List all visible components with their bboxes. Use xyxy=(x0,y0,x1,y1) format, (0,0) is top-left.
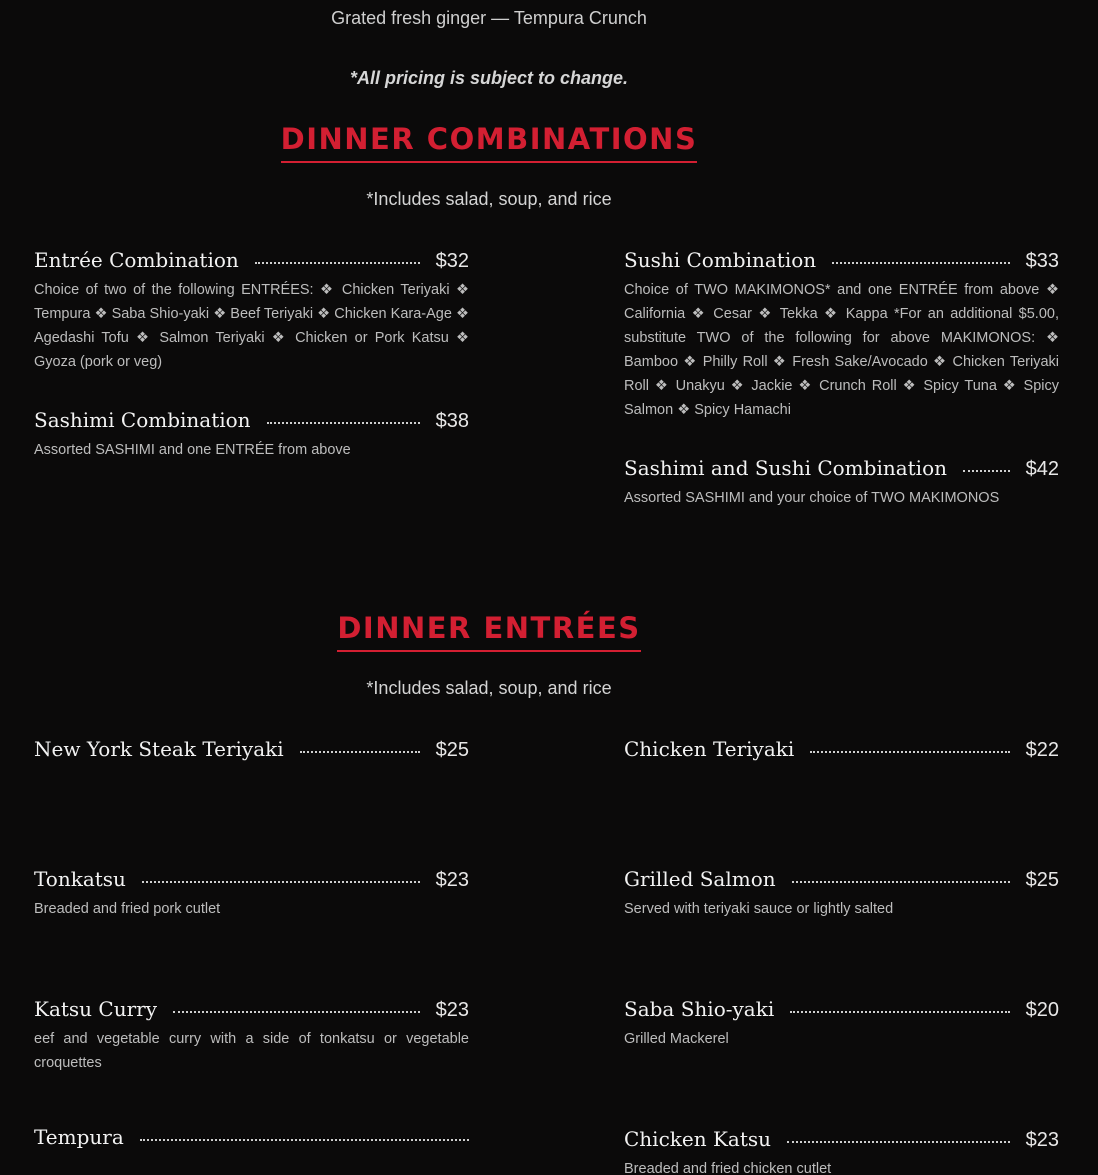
item-name: Tonkatsu xyxy=(34,867,126,891)
menu-item-chicken-teriyaki xyxy=(624,737,1059,767)
item-price: $25 xyxy=(1025,869,1059,891)
item-description: Breaded and fried pork cutlet xyxy=(34,901,221,917)
menu-item-katsu-curry xyxy=(34,997,469,1075)
menu-item-saba-shio-yaki xyxy=(624,997,1059,1051)
item-name: Katsu Curry xyxy=(34,997,158,1021)
item-price: $33 xyxy=(1025,250,1059,272)
menu-item-sashimi-combination xyxy=(34,408,469,462)
item-description: Assorted SASHIMI and one ENTRÉE from above xyxy=(34,442,351,458)
dot-leader xyxy=(832,262,1009,264)
item-price: $23 xyxy=(435,869,469,891)
menu-item-sashimi-sushi-combination xyxy=(624,456,1059,510)
item-name: Sashimi and Sushi Combination xyxy=(624,456,947,480)
top-line-text: Grated fresh ginger — Tempura Crunch xyxy=(331,8,647,28)
dot-leader xyxy=(790,1011,1009,1013)
item-name: Saba Shio-yaki xyxy=(624,997,775,1021)
item-price: $32 xyxy=(435,250,469,272)
item-description: Assorted SASHIMI and your choice of TWO MAKIMONOS xyxy=(624,490,1000,506)
item-name: Sashimi Combination xyxy=(34,408,251,432)
dot-leader xyxy=(787,1141,1010,1143)
item-price: $23 xyxy=(1025,1129,1059,1151)
menu-item-tempura xyxy=(34,1125,469,1155)
combinations-title: DINNER COMBINATIONS xyxy=(281,122,698,163)
item-name: Entrée Combination xyxy=(34,248,239,272)
item-name: Tempura xyxy=(34,1125,124,1149)
dot-leader xyxy=(140,1139,469,1141)
item-price: $23 xyxy=(435,999,469,1021)
item-description: Served with teriyaki sauce or lightly salted xyxy=(624,901,894,917)
dot-leader xyxy=(810,751,1009,753)
item-name: Grilled Salmon xyxy=(624,867,776,891)
pricing-note: *All pricing is subject to change. xyxy=(349,68,629,88)
menu-item-sushi-combination xyxy=(624,248,1059,422)
dot-leader xyxy=(142,881,420,883)
menu-item-entree-combination xyxy=(34,248,469,374)
item-description: Breaded and fried chicken cutlet xyxy=(624,1161,832,1175)
item-description: eef and vegetable curry with a side of tonkatsu or vegetable croquettes xyxy=(34,1031,469,1071)
menu-item-ny-steak-teriyaki xyxy=(34,737,469,767)
entrees-title: DINNER ENTRÉES xyxy=(337,611,640,652)
item-name: Chicken Teriyaki xyxy=(624,737,795,761)
entrees-subtitle: *Includes salad, soup, and rice xyxy=(366,678,612,698)
item-description: Choice of two of the following ENTRÉES: ❖ Chicken Teriyaki ❖ Tempura ❖ Saba Shio-yaki ❖ Beef Teriyaki ❖ Chicken Kara-Age ❖ Agedashi Tofu ❖ Salmon Teriyaki ❖ Chicken or Pork Katsu ❖ Gyoza (pork or veg) xyxy=(34,282,469,370)
menu-item-tonkatsu xyxy=(34,867,469,921)
dot-leader xyxy=(792,881,1010,883)
combinations-subtitle: *Includes salad, soup, and rice xyxy=(366,189,612,209)
item-price: $42 xyxy=(1025,458,1059,480)
combinations-header xyxy=(0,122,978,163)
item-description: Grilled Mackerel xyxy=(624,1031,729,1047)
entrees-header xyxy=(0,611,978,652)
dot-leader xyxy=(255,262,420,264)
item-description: Choice of TWO MAKIMONOS* and one ENTRÉE from above ❖ California ❖ Cesar ❖ Tekka ❖ Kappa *For an additional $5.00, substitute TWO of the following for above MAKIMONOS: ❖ Bamboo ❖ Philly Roll ❖ Fresh Sake/Avocado ❖ Chicken Teriyaki Roll ❖ Unakyu ❖ Jackie ❖ Crunch Roll ❖ Spicy Tuna ❖ Spicy Salmon ❖ Spicy Hamachi xyxy=(624,282,1059,418)
dot-leader xyxy=(963,470,1010,472)
item-name: New York Steak Teriyaki xyxy=(34,737,284,761)
item-name: Chicken Katsu xyxy=(624,1127,772,1151)
dot-leader xyxy=(300,751,420,753)
dot-leader xyxy=(267,422,420,424)
item-price: $22 xyxy=(1025,739,1059,761)
item-price: $20 xyxy=(1025,999,1059,1021)
dot-leader xyxy=(173,1011,420,1013)
item-price: $25 xyxy=(435,739,469,761)
menu-item-chicken-katsu xyxy=(624,1127,1059,1175)
item-price: $38 xyxy=(435,410,469,432)
menu-item-grilled-salmon xyxy=(624,867,1059,921)
item-name: Sushi Combination xyxy=(624,248,817,272)
